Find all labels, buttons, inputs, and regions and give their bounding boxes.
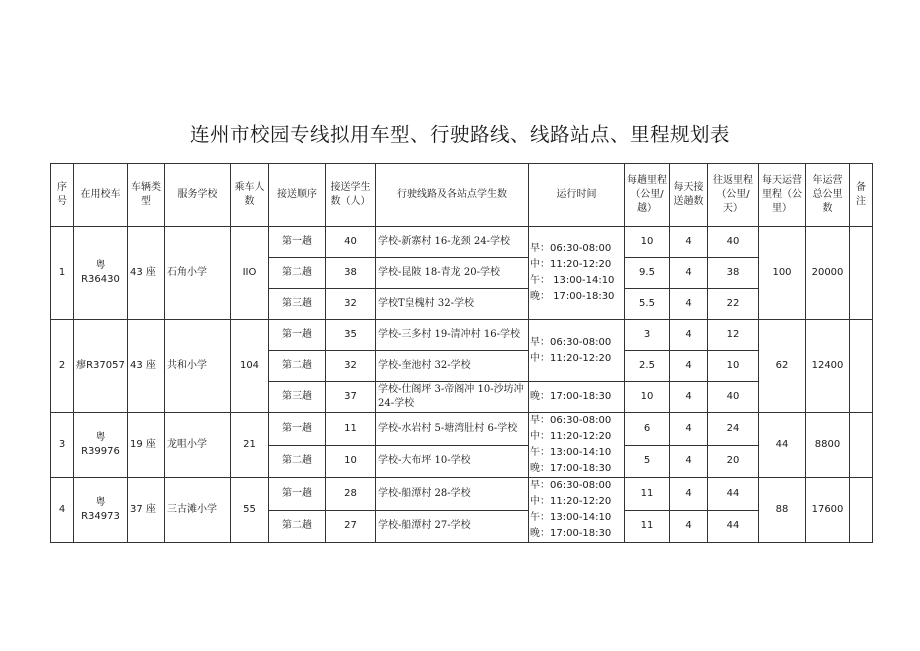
- trip-km: 6: [625, 413, 670, 446]
- route-plan-table: [50, 163, 873, 543]
- trip-order: 第一趟: [269, 227, 326, 258]
- trip-km: 10: [625, 382, 670, 413]
- row-daily-km: 62: [759, 320, 806, 413]
- round-km: 40: [708, 382, 759, 413]
- header-daily-km: 每天运营里程（公里）: [759, 164, 806, 227]
- trip-km: 11: [625, 510, 670, 543]
- row-school: 石角小学: [165, 227, 231, 320]
- trip-order: 第二趟: [269, 510, 326, 543]
- row-type: 43 座: [128, 320, 165, 413]
- row-daily-km: 100: [759, 227, 806, 320]
- header-no: 序号: [51, 164, 74, 227]
- trip-students: 10: [326, 445, 376, 478]
- round-km: 20: [708, 445, 759, 478]
- row-school: 三古滩小学: [165, 478, 231, 543]
- row-no: 3: [51, 413, 74, 478]
- trip-students: 40: [326, 227, 376, 258]
- trips-per-day: 4: [670, 320, 708, 351]
- trips-per-day: 4: [670, 258, 708, 289]
- page-title: 连州市校园专线拟用车型、行驶路线、线路站点、里程规划表: [189, 123, 730, 146]
- row-no: 2: [51, 320, 74, 413]
- trip-km: 3: [625, 320, 670, 351]
- row-time: 早：06:30-08:00 中：11:20-12:20: [529, 320, 625, 382]
- header-annual-km: 年运营总公里数: [806, 164, 850, 227]
- table-header-row: [51, 164, 873, 227]
- trip-order: 第一趟: [269, 478, 326, 511]
- table-row: [51, 320, 873, 351]
- round-km: 44: [708, 510, 759, 543]
- row-bus: 瘳R37057: [74, 320, 128, 413]
- trip-order: 第一趟: [269, 320, 326, 351]
- header-note: 备注: [850, 164, 873, 227]
- trip-km: 5.5: [625, 289, 670, 320]
- row-time: 早：06:30-08:00 中：11:20-12:20 午：13:00-14:10 晚：17:00-18:30: [529, 413, 625, 478]
- table-row: [51, 227, 873, 258]
- header-order: 接送顺序: [269, 164, 326, 227]
- row-annual-km: 8800: [806, 413, 850, 478]
- row-annual-km: 20000: [806, 227, 850, 320]
- trip-students: 32: [326, 289, 376, 320]
- trip-route: 学校T皇槐村 32-学校: [376, 289, 529, 320]
- trip-order: 第二趟: [269, 351, 326, 382]
- trip-km: 2.5: [625, 351, 670, 382]
- trip-order: 第二趟: [269, 445, 326, 478]
- header-route: 行驶线路及各站点学生数: [376, 164, 529, 227]
- row-riders: IIO: [231, 227, 269, 320]
- row-type: 43 座: [128, 227, 165, 320]
- trip-students: 35: [326, 320, 376, 351]
- header-type: 车辆类型: [128, 164, 165, 227]
- row-riders: 55: [231, 478, 269, 543]
- header-school: 服务学校: [165, 164, 231, 227]
- round-km: 22: [708, 289, 759, 320]
- trip-route: 学校-仕阁坪 3-帝阁冲 10-沙坊冲 24-学校: [376, 382, 529, 413]
- row-no: 4: [51, 478, 74, 543]
- row-riders: 104: [231, 320, 269, 413]
- table-row: [51, 478, 873, 511]
- row-daily-km: 88: [759, 478, 806, 543]
- round-km: 10: [708, 351, 759, 382]
- trip-order: 第二趟: [269, 258, 326, 289]
- trip-route: 学校-三多村 19-清冲村 16-学校: [376, 320, 529, 351]
- row-no: 1: [51, 227, 74, 320]
- trip-route: 学校-奎池村 32-学校: [376, 351, 529, 382]
- trips-per-day: 4: [670, 478, 708, 511]
- trip-students: 38: [326, 258, 376, 289]
- trip-order: 第三趟: [269, 382, 326, 413]
- row-school: 共和小学: [165, 320, 231, 413]
- row-time: 早：06:30-08:00 中：11:20-12:20 午： 13:00-14:10 晚： 17:00-18:30: [529, 227, 625, 320]
- row-time: 早：06:30-08:00 中：11:20-12:20 午：13:00-14:10 晚：17:00-18:30: [529, 478, 625, 543]
- trips-per-day: 4: [670, 413, 708, 446]
- row-annual-km: 12400: [806, 320, 850, 413]
- trip-route: 学校-新寨村 16-龙颈 24-学校: [376, 227, 529, 258]
- table-row: [51, 413, 873, 446]
- trip-students: 11: [326, 413, 376, 446]
- row-note: [850, 320, 873, 413]
- trip-order: 第三趟: [269, 289, 326, 320]
- trips-per-day: 4: [670, 510, 708, 543]
- row-bus: 粤 R36430: [74, 227, 128, 320]
- header-bus: 在用校车: [74, 164, 128, 227]
- row-type: 37 座: [128, 478, 165, 543]
- row-note: [850, 227, 873, 320]
- row-note: [850, 413, 873, 478]
- trip-route: 学校-水岩村 5-塘湾肚村 6-学校: [376, 413, 529, 446]
- header-trips-per-day: 每天接送趟数: [670, 164, 708, 227]
- trips-per-day: 4: [670, 351, 708, 382]
- trip-route: 学校-船潭村 27-学校: [376, 510, 529, 543]
- round-km: 12: [708, 320, 759, 351]
- round-km: 40: [708, 227, 759, 258]
- header-time: 运行时间: [529, 164, 625, 227]
- trip-students: 27: [326, 510, 376, 543]
- trip-order: 第一趟: [269, 413, 326, 446]
- row-annual-km: 17600: [806, 478, 850, 543]
- trip-route: 学校-昆陂 18-青龙 20-学校: [376, 258, 529, 289]
- row-daily-km: 44: [759, 413, 806, 478]
- row-note: [850, 478, 873, 543]
- trips-per-day: 4: [670, 382, 708, 413]
- row-school: 龙咀小学: [165, 413, 231, 478]
- trip-students: 32: [326, 351, 376, 382]
- header-trip-km: 每趟里程（公里/越）: [625, 164, 670, 227]
- row-type: 19 座: [128, 413, 165, 478]
- row-riders: 21: [231, 413, 269, 478]
- round-km: 38: [708, 258, 759, 289]
- trips-per-day: 4: [670, 445, 708, 478]
- trips-per-day: 4: [670, 289, 708, 320]
- trip-km: 9.5: [625, 258, 670, 289]
- row-bus: 粤 R39976: [74, 413, 128, 478]
- trip-route: 学校-船潭村 28-学校: [376, 478, 529, 511]
- trip-km: 5: [625, 445, 670, 478]
- header-riders: 乘车人数: [231, 164, 269, 227]
- trip-students: 37: [326, 382, 376, 413]
- round-km: 44: [708, 478, 759, 511]
- trips-per-day: 4: [670, 227, 708, 258]
- row-bus: 粤 R34973: [74, 478, 128, 543]
- trip-students: 28: [326, 478, 376, 511]
- trip-km: 11: [625, 478, 670, 511]
- trip-route: 学校-大布坪 10-学校: [376, 445, 529, 478]
- header-students: 接送学生数（人）: [326, 164, 376, 227]
- trip-km: 10: [625, 227, 670, 258]
- round-km: 24: [708, 413, 759, 446]
- header-round-km: 往返里程（公里/天）: [708, 164, 759, 227]
- row-time-evening: 晚：17:00-18:30: [529, 382, 625, 413]
